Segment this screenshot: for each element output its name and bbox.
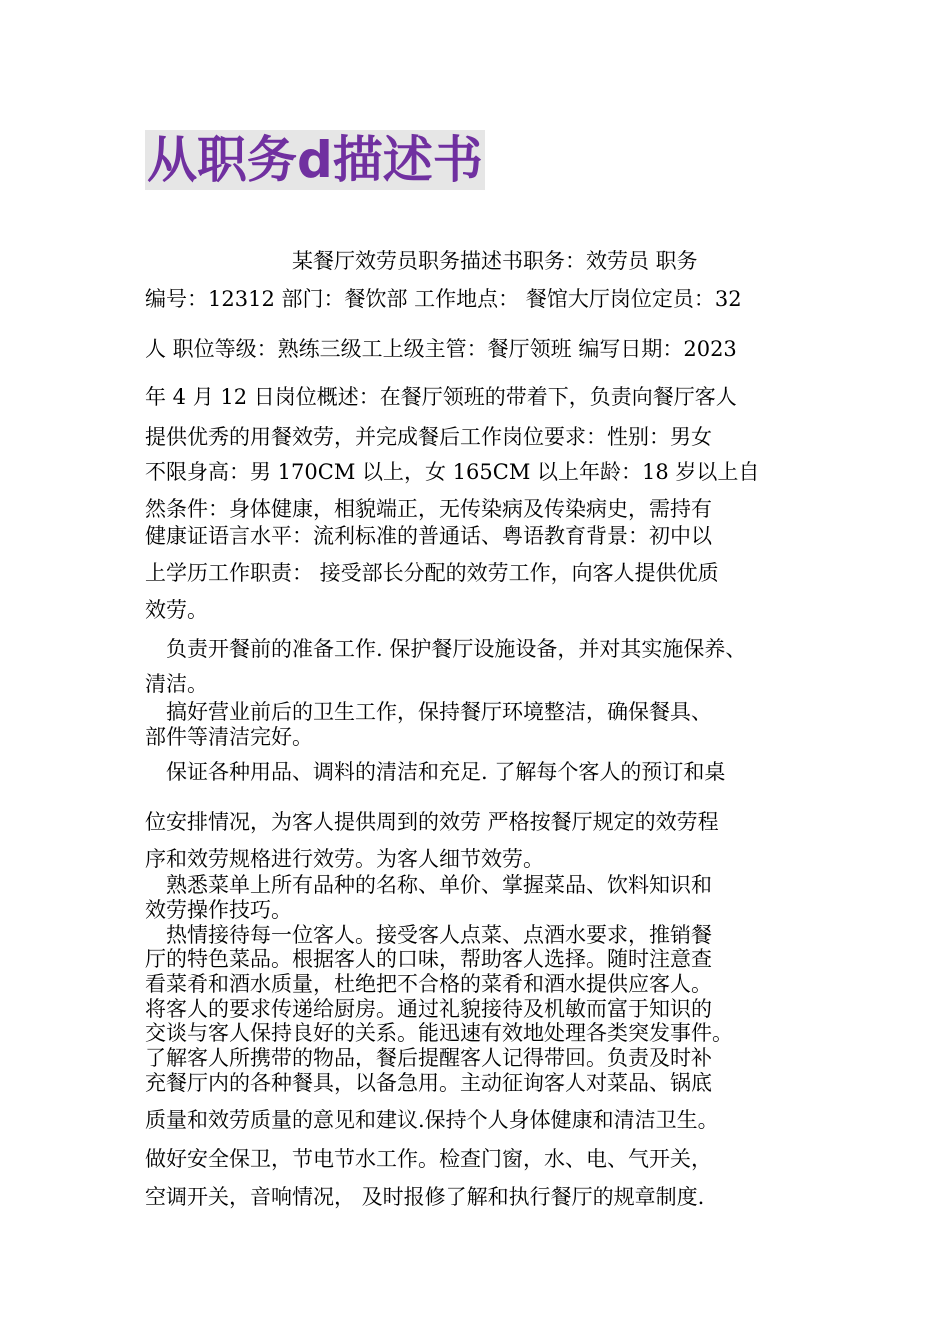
body-line-12: 清洁。	[145, 672, 208, 696]
body-line-8: 健康证语言水平：流利标准的普通话、粤语教育背景：初中以	[145, 524, 712, 548]
document-title: 从职务d描述书	[147, 131, 483, 189]
body-line-2: 编号：12312 部门：餐饮部 工作地点： 餐馆大厅岗位定员：32	[145, 287, 742, 311]
body-line-13: 搞好营业前后的卫生工作，保持餐厅环境整洁，确保餐具、	[145, 700, 712, 724]
body-line-17: 序和效劳规格进行效劳。为客人细节效劳。	[145, 847, 544, 871]
body-line-14: 部件等清洁完好。	[145, 725, 313, 749]
body-line-16: 位安排情况，为客人提供周到的效劳 严格按餐厅规定的效劳程	[145, 810, 719, 834]
body-line-7: 然条件：身体健康，相貌端正，无传染病及传染病史，需持有	[145, 497, 712, 521]
body-line-10: 效劳。	[145, 598, 208, 622]
body-line-20: 热情接待每一位客人。接受客人点菜、点酒水要求，推销餐	[145, 923, 712, 947]
body-line-23: 将客人的要求传递给厨房。通过礼貌接待及机敏而富于知识的	[145, 997, 712, 1021]
body-line-28: 做好安全保卫，节电节水工作。检查门窗，水、电、气开关，	[145, 1147, 712, 1171]
body-line-11: 负责开餐前的准备工作. 保护餐厅设施设备，并对其实施保养、	[145, 637, 747, 661]
body-line-4: 年 4 月 12 日岗位概述：在餐厅领班的带着下，负责向餐厅客人	[145, 385, 737, 409]
body-line-18: 熟悉菜单上所有品种的名称、单价、掌握菜品、饮料知识和	[145, 873, 712, 897]
body-line-21: 厅的特色菜品。根据客人的口味，帮助客人选择。随时注意查	[145, 947, 712, 971]
body-line-22: 看菜肴和酒水质量，杜绝把不合格的菜肴和酒水提供应客人。	[145, 972, 712, 996]
body-line-15: 保证各种用品、调料的清洁和充足. 了解每个客人的预订和桌	[145, 760, 726, 784]
body-line-19: 效劳操作技巧。	[145, 898, 292, 922]
body-line-9: 上学历工作职责： 接受部长分配的效劳工作，向客人提供优质	[145, 561, 719, 585]
body-line-24: 交谈与客人保持良好的关系。能迅速有效地处理各类突发事件。	[145, 1021, 733, 1045]
body-line-25: 了解客人所携带的物品，餐后提醒客人记得带回。负责及时补	[145, 1046, 712, 1070]
body-line-6: 不限身高：男 170CM 以上，女 165CM 以上年龄：18 岁以上自	[145, 460, 760, 484]
body-line-26: 充餐厅内的各种餐具，以备急用。主动征询客人对菜品、锅底	[145, 1071, 712, 1095]
body-line-1: 某餐厅效劳员职务描述书职务：效劳员 职务	[145, 249, 698, 273]
body-line-5: 提供优秀的用餐效劳，并完成餐后工作岗位要求：性别：男女	[145, 425, 712, 449]
body-line-27: 质量和效劳质量的意见和建议.保持个人身体健康和清洁卫生。	[145, 1108, 719, 1132]
body-line-29: 空调开关，音响情况， 及时报修了解和执行餐厅的规章制度.	[145, 1185, 705, 1209]
body-line-3: 人 职位等级：熟练三级工上级主管：餐厅领班 编写日期：2023	[145, 337, 737, 361]
